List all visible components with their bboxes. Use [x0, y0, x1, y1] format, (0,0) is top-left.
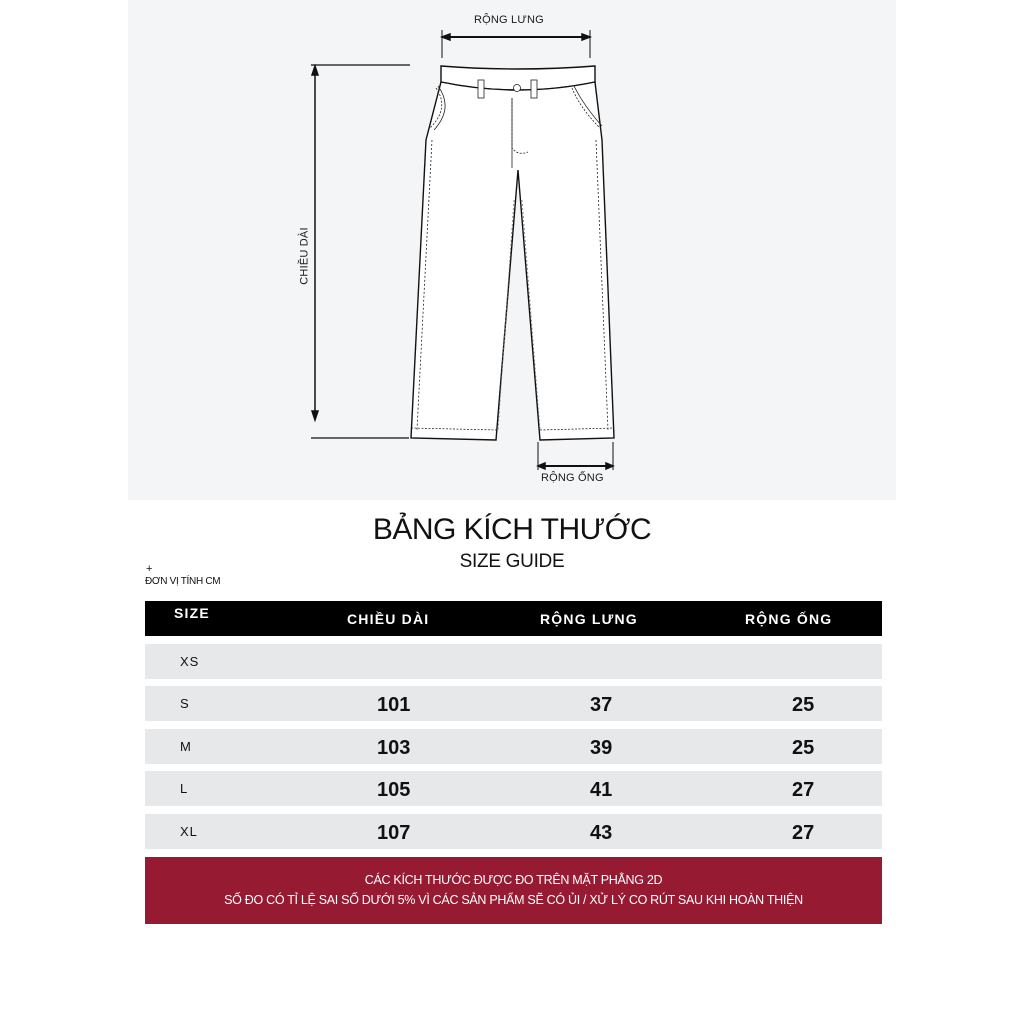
size-cell: S — [180, 696, 190, 712]
hem-cell: 25 — [792, 694, 815, 717]
hem-dimension-label: RỘNG ỐNG — [541, 472, 604, 484]
length-cell: 107 — [377, 821, 411, 844]
notice-line-1: CÁC KÍCH THƯỚC ĐƯỢC ĐO TRÊN MẶT PHẲNG 2D — [364, 873, 663, 887]
hem-cell: 27 — [792, 821, 815, 844]
pants-illustration — [128, 0, 896, 500]
measurement-notice — [145, 857, 882, 924]
waist-dimension-label: RỘNG LƯNG — [474, 14, 544, 26]
table-row — [145, 814, 882, 849]
table-header — [145, 601, 882, 636]
notice-line-2: SỐ ĐO CÓ TỈ LỆ SAI SỐ DƯỚI 5% VÌ CÁC SẢN PHẨM SẼ CÓ ỦI / XỬ LÝ CO RÚT SAU KHI HOÀN THIỆN — [224, 893, 803, 907]
hem-cell: 27 — [792, 779, 815, 802]
waist-cell: 37 — [590, 694, 613, 717]
table-row — [145, 686, 882, 721]
pants-sketch-icon — [128, 0, 896, 500]
waist-cell: 39 — [590, 736, 613, 759]
page-subtitle: SIZE GUIDE — [459, 551, 565, 572]
table-row — [145, 771, 882, 806]
length-cell: 101 — [377, 694, 411, 717]
size-cell: XL — [180, 823, 198, 839]
column-header-length: CHIỀU DÀI — [347, 611, 430, 627]
table-row — [145, 644, 882, 679]
hem-cell: 25 — [792, 736, 815, 759]
size-cell: XS — [180, 653, 200, 669]
column-header-hem: RỘNG ỐNG — [745, 611, 833, 627]
size-cell: M — [180, 738, 192, 754]
page-title: BẢNG KÍCH THƯỚC — [372, 513, 652, 546]
plus-icon: + — [146, 563, 153, 575]
size-table — [145, 601, 882, 849]
length-dimension-label: CHIỀU DÀI — [298, 227, 311, 285]
column-header-size: SIZE — [174, 605, 210, 621]
size-cell: L — [180, 781, 189, 797]
waist-cell: 41 — [590, 779, 613, 802]
unit-note: ĐƠN VỊ TÍNH CM — [145, 576, 221, 587]
column-header-waist: RỘNG LƯNG — [540, 611, 638, 627]
length-cell: 103 — [377, 736, 411, 759]
table-row — [145, 729, 882, 764]
length-cell: 105 — [377, 779, 411, 802]
waist-cell: 43 — [590, 821, 613, 844]
